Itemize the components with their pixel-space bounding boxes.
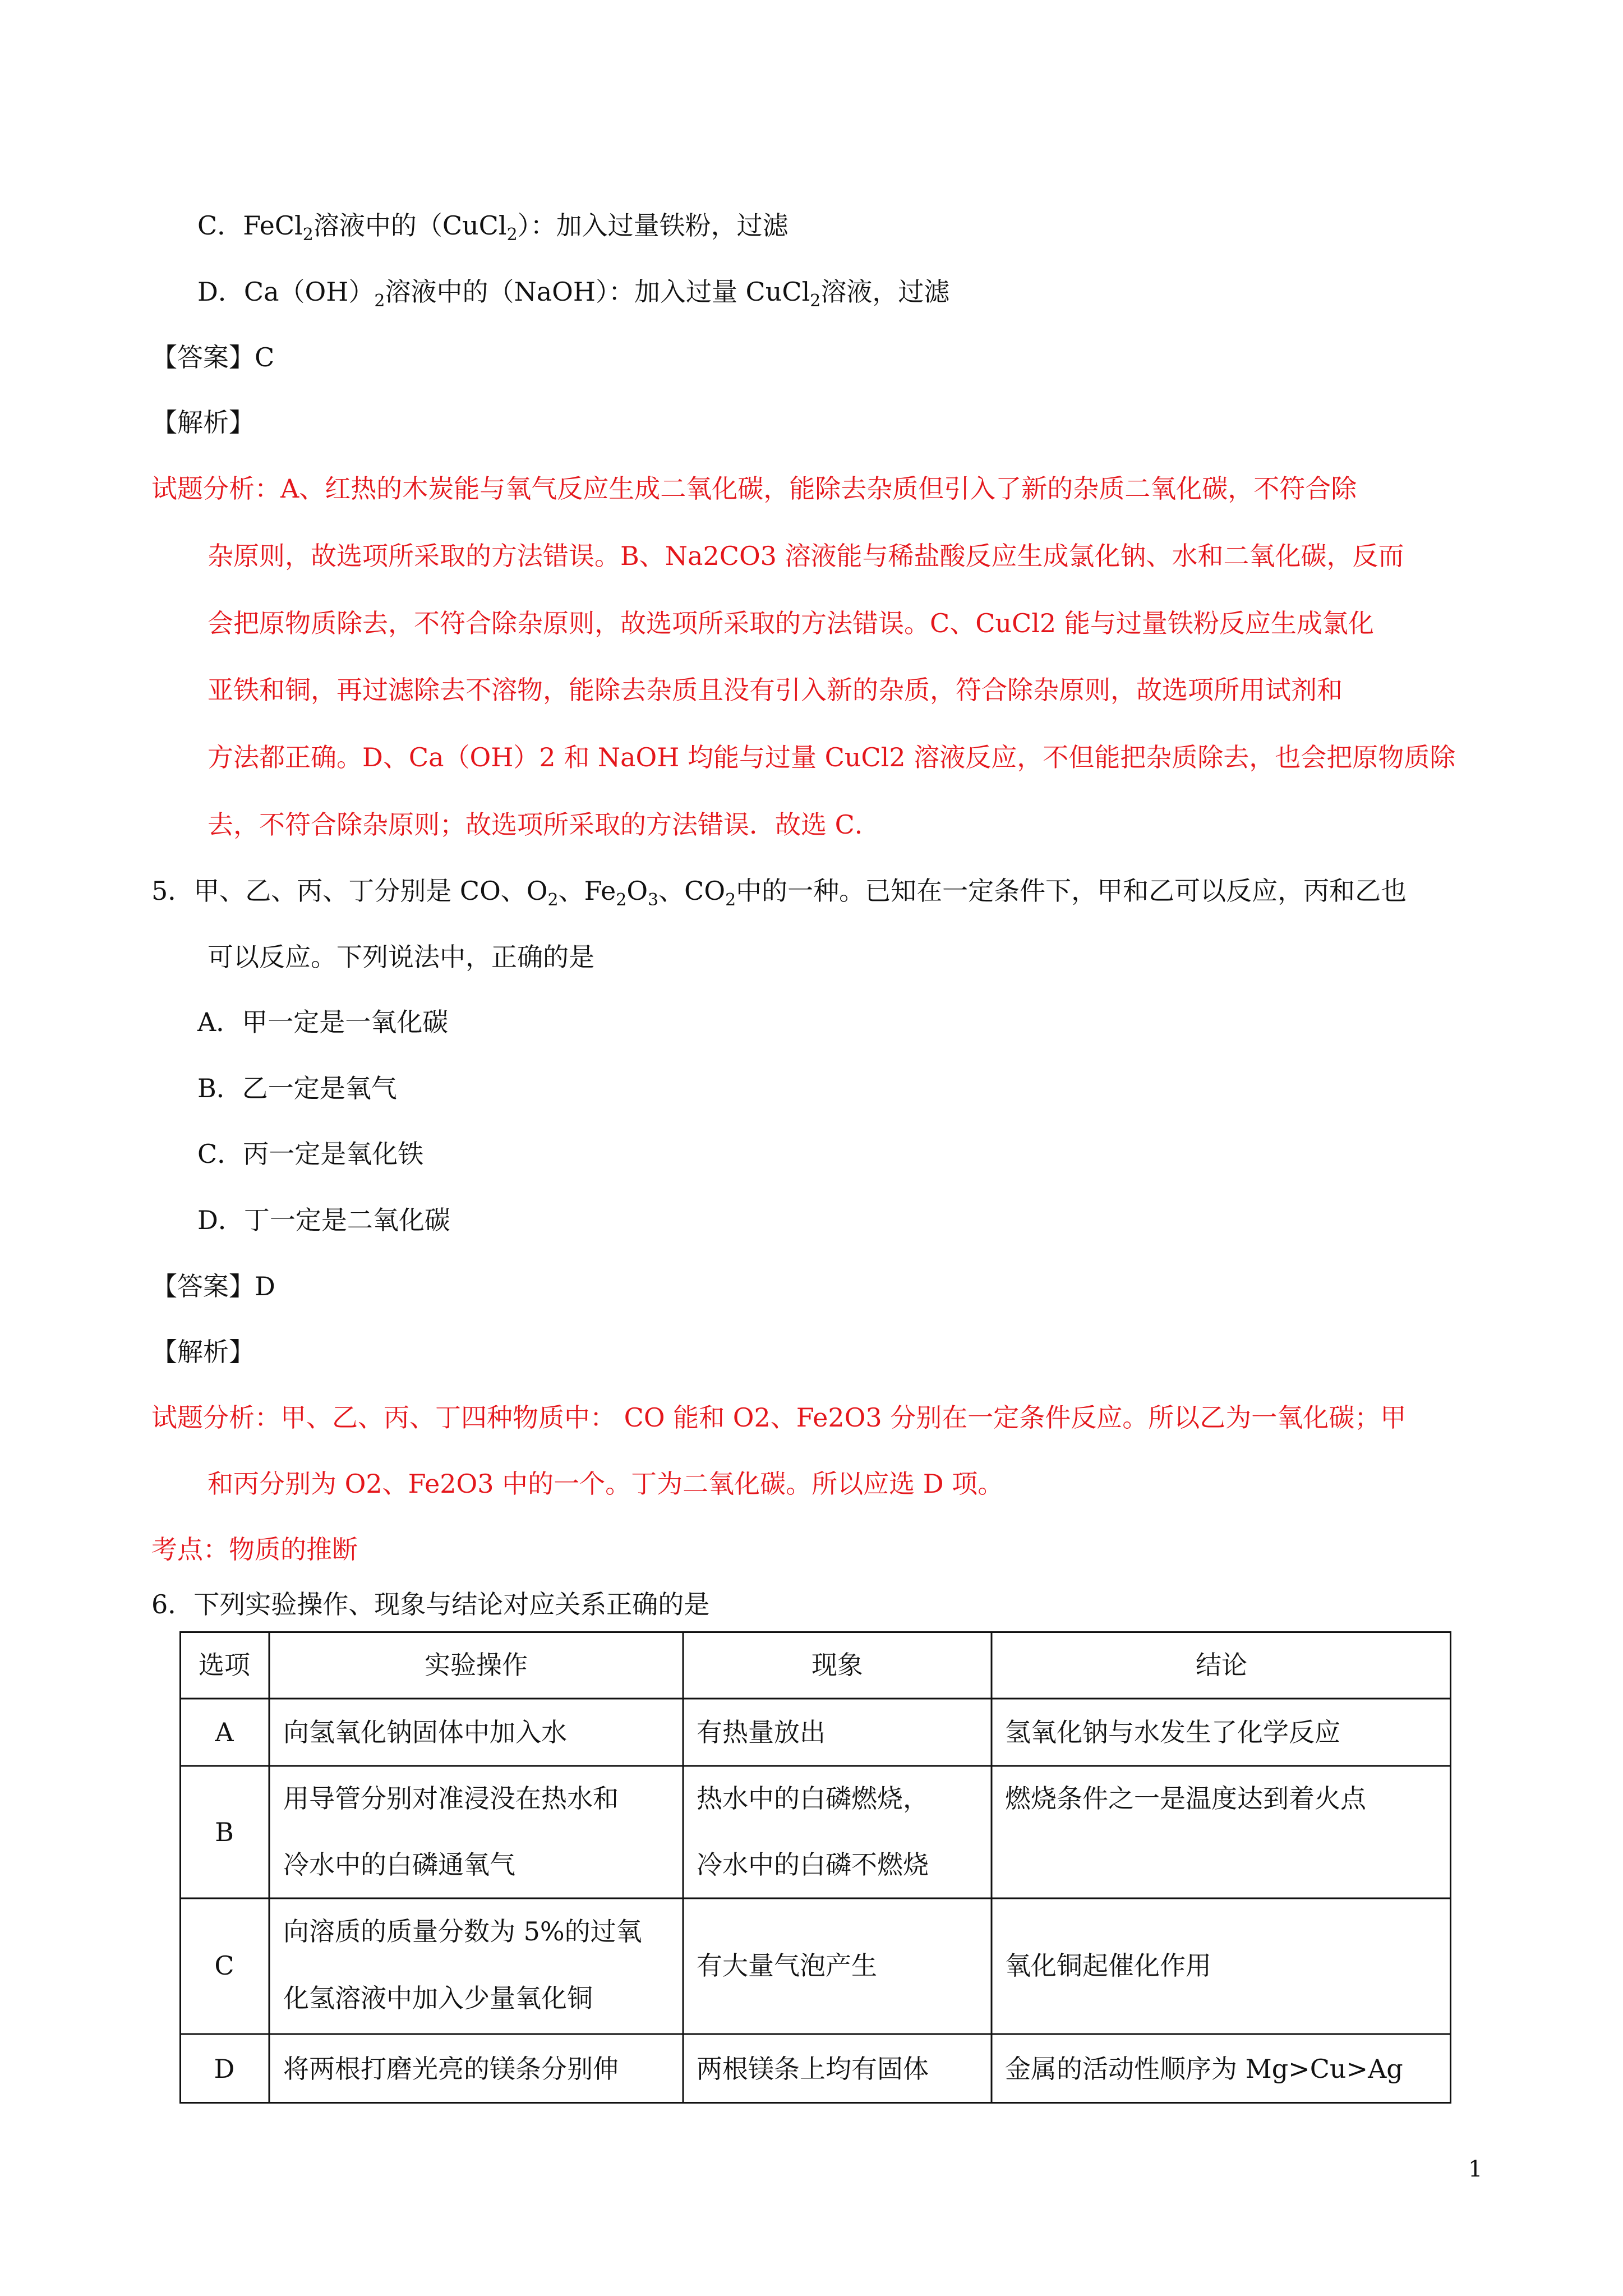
table-cell-operation: 向溶质的质量分数为 5%的过氧 — [283, 1916, 642, 1947]
q4-option-d: D．$Ca(OH)_2$溶液中的（NaOH）：加入过量 CuCl$_2$溶液，过滤 — [197, 277, 950, 311]
table-cell-phenomenon: 热水中的白磷燃烧， — [697, 1783, 929, 1814]
q6-stem: 6．下列实验操作、现象与结论对应关系正确的是 — [151, 1589, 710, 1619]
q5-option-d: D．丁一定是二氧化碳 — [197, 1205, 450, 1235]
q5-analysis-line: 和丙分别为 O2、Fe2O3 中的一个。丁为二氧化碳。所以应选 D 项。 — [208, 1469, 1004, 1499]
q5-analysis-heading: 【解析】 — [151, 1337, 255, 1367]
q4-answer: 【答案】C — [151, 342, 275, 372]
table-header-phenomenon: 现象 — [811, 1650, 863, 1680]
q5-kaodian: 考点：物质的推断 — [151, 1534, 358, 1565]
q5-stem-line2: 可以反应。下列说法中，正确的是 — [208, 942, 594, 972]
q5-option-a: A．甲一定是一氧化碳 — [197, 1007, 449, 1037]
q4-analysis-line: 试题分析：A、红热的木炭能与氧气反应生成二氧化碳，能除去杂质但引入了新的杂质二氧化碳，不符合除 — [151, 473, 1357, 504]
table-cell-conclusion: 金属的活动性顺序为 Mg>Cu>Ag — [1005, 2054, 1403, 2084]
table-cell-phenomenon: 有大量气泡产生 — [697, 1950, 877, 1981]
q4-analysis-line: 方法都正确。D、Ca（OH）2 和 NaOH 均能与过量 CuCl2 溶液反应，不但能把杂质除去，也会把原物质除 — [208, 742, 1456, 772]
q5-option-b: B．乙一定是氧气 — [197, 1073, 397, 1103]
q4-option-c: C．FeCl$_2$溶液中的（CuCl$_2$）：加入过量铁粉，过滤 — [197, 210, 789, 245]
q4-analysis-line: 亚铁和铜，再过滤除去不溶物，能除去杂质且没有引入新的杂质，符合除杂原则，故选项所用试剂和 — [208, 675, 1343, 705]
table-header-option: 选项 — [199, 1650, 250, 1680]
table-cell-phenomenon: 冷水中的白磷不燃烧 — [697, 1849, 929, 1880]
experiment-table — [179, 1631, 1451, 2104]
q5-answer: 【答案】D — [151, 1271, 275, 1301]
table-cell-operation: 向氢氧化钠固体中加入水 — [283, 1717, 567, 1747]
table-cell-operation: 冷水中的白磷通氧气 — [283, 1849, 515, 1880]
q4-analysis-heading: 【解析】 — [151, 407, 255, 438]
table-cell-conclusion: 氢氧化钠与水发生了化学反应 — [1005, 1717, 1340, 1747]
table-cell-option: B — [215, 1817, 234, 1847]
table-cell-operation: 化氢溶液中加入少量氧化铜 — [283, 1983, 593, 2013]
q5-stem: 5．甲、乙、丙、丁分别是 CO、$O_2$、$Fe_2O_3$、$CO_2$中的一种。已知在一定条件下，甲和乙可以反应，丙和乙也 — [151, 876, 1407, 910]
table-cell-conclusion: 燃烧条件之一是温度达到着火点 — [1005, 1783, 1366, 1814]
table-cell-option: C — [214, 1950, 234, 1981]
q4-analysis-line: 去，不符合除杂原则；故选项所采取的方法错误．故选 C． — [208, 809, 880, 840]
q4-analysis-line: 会把原物质除去，不符合除杂原则，故选项所采取的方法错误。C、CuCl2 能与过量铁粉反应生成氯化 — [208, 608, 1374, 638]
table-header-operation: 实验操作 — [425, 1650, 528, 1680]
table-cell-option: D — [214, 2054, 235, 2084]
q5-option-c: C．丙一定是氧化铁 — [197, 1139, 424, 1169]
table-cell-option: A — [215, 1717, 234, 1747]
q5-analysis-line: 试题分析：甲、乙、丙、丁四种物质中： CO 能和 O2、Fe2O3 分别在一定条件反应。所以乙为一氧化碳；甲 — [151, 1402, 1407, 1433]
table-cell-conclusion: 氧化铜起催化作用 — [1005, 1950, 1211, 1981]
table-cell-phenomenon: 两根镁条上均有固体 — [697, 2054, 929, 2084]
table-cell-phenomenon: 有热量放出 — [697, 1717, 826, 1747]
page-number: 1 — [1468, 2156, 1483, 2182]
table-cell-operation: 将两根打磨光亮的镁条分别伸 — [283, 2054, 619, 2084]
q4-analysis-line: 杂原则，故选项所采取的方法错误。B、Na2CO3 溶液能与稀盐酸反应生成氯化钠、水和二氧化碳，反而 — [208, 541, 1404, 571]
table-cell-operation: 用导管分别对准浸没在热水和 — [283, 1783, 619, 1814]
table-header-conclusion: 结论 — [1196, 1650, 1247, 1680]
